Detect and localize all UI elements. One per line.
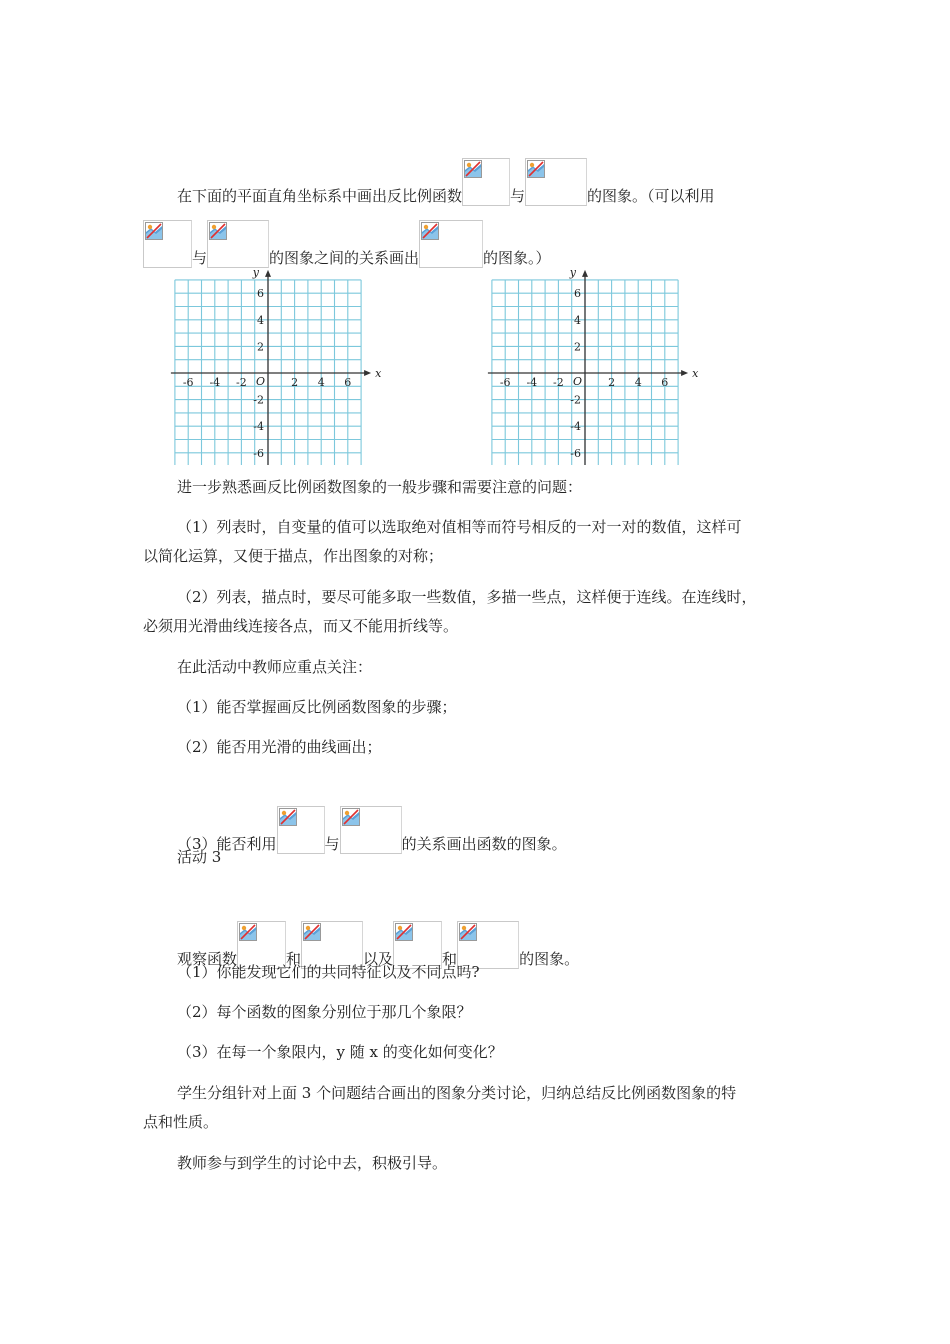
x-axis-arrow [364,370,371,376]
p7: （2）能否用光滑的曲线画出； [177,738,382,756]
p3-line2: 以简化运算，又便于描点，作出图象的对称； [143,547,444,565]
x-tick-label: 6 [661,376,669,389]
p10-text2: 和 [286,950,302,968]
p10-text3: 以及 [363,950,394,968]
x-tick-label: 2 [291,376,299,389]
y-axis-arrow [265,270,271,277]
p14-line1: 学生分组针对上面 3 个问题结合画出的图象分类讨论，归纳总结反比例函数图象的特 [177,1084,737,1102]
y-tick-label: -4 [570,420,581,434]
formula-image-5 [419,220,483,268]
x-axis-label: x [375,367,382,380]
y-tick-label: -4 [253,420,264,434]
p4-line1: （2）列表，描点时，要尽可能多取一些数值，多描一些点，这样便于连线。在连线时， [177,588,757,606]
image-placeholder-icon [279,808,297,826]
coordinate-grid-right [487,260,702,465]
origin-label: O [572,375,582,388]
p1-line1 [177,158,715,206]
x-tick-label: 2 [608,376,616,389]
formula-image-2 [525,158,587,206]
image-placeholder-icon [421,222,439,240]
p1-text1: 在下面的平面直角坐标系中画出反比例函数 [177,187,463,205]
x-tick-label: -4 [526,376,538,389]
x-tick-label: -6 [499,376,511,389]
x-tick-label: -6 [182,376,194,389]
image-placeholder-icon [395,923,413,941]
p9: 活动 3 [177,848,222,866]
p12: （2）每个函数的图象分别位于那几个象限？ [177,1003,472,1021]
y-tick-label: 4 [257,313,264,327]
x-tick-label: -2 [553,376,564,389]
p14-line2: 点和性质。 [143,1113,219,1131]
p1-text4: 与 [192,249,208,267]
y-tick-label: 6 [574,287,581,301]
p10-text1: 观察函数 [177,950,238,968]
formula-image-6 [277,806,325,854]
formula-image-7 [340,806,402,854]
p5: 在此活动中教师应重点关注： [177,658,373,676]
coordinate-grid-left [170,260,385,465]
y-tick-label: 2 [574,340,581,354]
origin-label: O [255,375,265,388]
p8 [177,806,567,854]
y-tick-label: -6 [570,446,581,460]
p10-text4: 和 [442,950,458,968]
p1-text5: 的图象之间的关系画出 [269,249,420,267]
image-placeholder-icon [527,160,545,178]
p8-text1: （3）能否利用 [177,835,277,853]
p8-text3: 的关系画出函数的图象。 [401,835,567,853]
y-tick-label: -6 [253,446,264,460]
p1-text3: 的图象。（可以利用 [587,187,715,205]
p1-text2: 与 [510,187,526,205]
image-placeholder-icon [145,222,163,240]
p4-line2: 必须用光滑曲线连接各点，而又不能用折线等。 [143,617,459,635]
p11: （1）你能发现它们的共同特征以及不同点吗? [177,963,480,981]
p2: 进一步熟悉画反比例函数图象的一般步骤和需要注意的问题： [177,478,583,496]
x-tick-label: -2 [236,376,247,389]
x-tick-label: -4 [209,376,221,389]
y-tick-label: -2 [570,393,581,407]
y-tick-label: 6 [257,287,264,301]
p10-text5: 的图象。 [519,950,580,968]
image-placeholder-icon [209,222,227,240]
x-axis-label: x [692,367,699,380]
p1-text6: 的图象。） [483,249,551,267]
formula-image-1 [462,158,510,206]
y-axis-label: y [252,265,259,279]
p15: 教师参与到学生的讨论中去，积极引导。 [177,1154,448,1172]
x-axis-arrow [681,370,688,376]
image-placeholder-icon [303,923,321,941]
x-tick-label: 6 [344,376,352,389]
image-placeholder-icon [342,808,360,826]
image-placeholder-icon [464,160,482,178]
y-tick-label: -2 [253,393,264,407]
p8-text2: 与 [324,835,340,853]
image-placeholder-icon [239,923,257,941]
p3-line1: （1）列表时，自变量的值可以选取绝对值相等而符号相反的一对一对的数值，这样可 [177,518,742,536]
p6: （1）能否掌握画反比例函数图象的步骤； [177,698,457,716]
image-placeholder-icon [459,923,477,941]
y-tick-label: 2 [257,340,264,354]
y-axis-arrow [582,270,588,277]
p13: （3）在每一个象限内，y 随 x 的变化如何变化？ [177,1043,503,1061]
y-tick-label: 4 [574,313,581,327]
x-tick-label: 4 [317,376,325,389]
y-axis-label: y [569,265,576,279]
x-tick-label: 4 [634,376,642,389]
